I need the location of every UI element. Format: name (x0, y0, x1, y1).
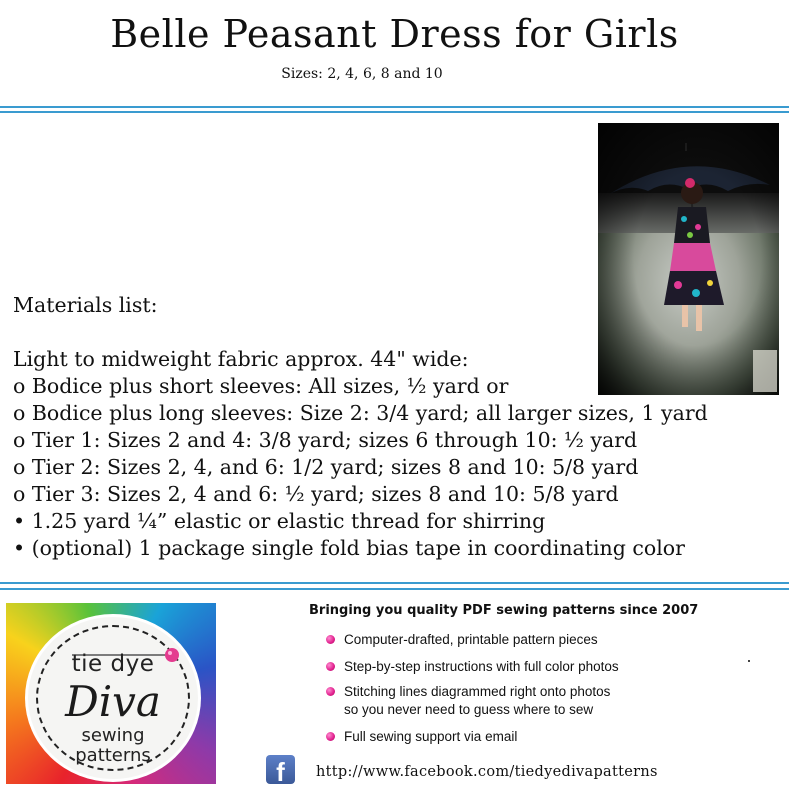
footer-divider-top (0, 582, 789, 584)
promo-tagline: Bringing you quality PDF sewing patterns since 2007 (309, 603, 699, 618)
list-item: o Tier 2: Sizes 2, 4, and 6: 1/2 yard; sizes 8 and 10: 5/8 yard (13, 455, 639, 479)
logo-line-diva: Diva (65, 677, 161, 726)
logo-panel (6, 603, 216, 784)
brand-logo (28, 617, 198, 779)
header-divider-bottom (0, 111, 789, 113)
logo-line-tie-dye: tie dye (71, 651, 155, 677)
list-item: • 1.25 yard ¼” elastic or elastic thread for shirring (13, 509, 546, 533)
list-item: • (optional) 1 package single fold bias tape in coordinating color (13, 536, 685, 560)
list-item: o Tier 1: Sizes 2 and 4: 3/8 yard; sizes 6 through 10: ½ yard (13, 428, 638, 452)
logo-line-sewing: sewing (81, 725, 145, 746)
header-divider-top (0, 106, 789, 108)
stray-mark (748, 660, 750, 662)
facebook-icon[interactable]: f (266, 755, 295, 784)
page-title: Belle Peasant Dress for Girls (110, 12, 679, 56)
list-item: o Bodice plus long sleeves: Size 2: 3/4 yard; all larger sizes, 1 yard (13, 401, 708, 425)
bullet-icon (326, 635, 335, 644)
fabric-line: Light to midweight fabric approx. 44" wide: (13, 347, 469, 371)
list-item: o Tier 3: Sizes 2, 4 and 6: ½ yard; sizes 8 and 10: 5/8 yard (13, 482, 619, 506)
logo-line-patterns: patterns (75, 745, 151, 766)
materials-list (13, 292, 708, 562)
materials-heading: Materials list: (13, 293, 158, 317)
facebook-link[interactable]: http://www.facebook.com/tiedyedivapatterns (316, 764, 658, 780)
bullet-icon (326, 687, 335, 696)
footer-divider-bottom (0, 588, 789, 590)
bullet-icon (326, 732, 335, 741)
list-item: o Bodice plus short sleeves: All sizes, ½ yard or (13, 374, 509, 398)
sizes-subtitle: Sizes: 2, 4, 6, 8 and 10 (281, 66, 443, 82)
photo-watermark (753, 350, 777, 392)
bullet-icon (326, 662, 335, 671)
